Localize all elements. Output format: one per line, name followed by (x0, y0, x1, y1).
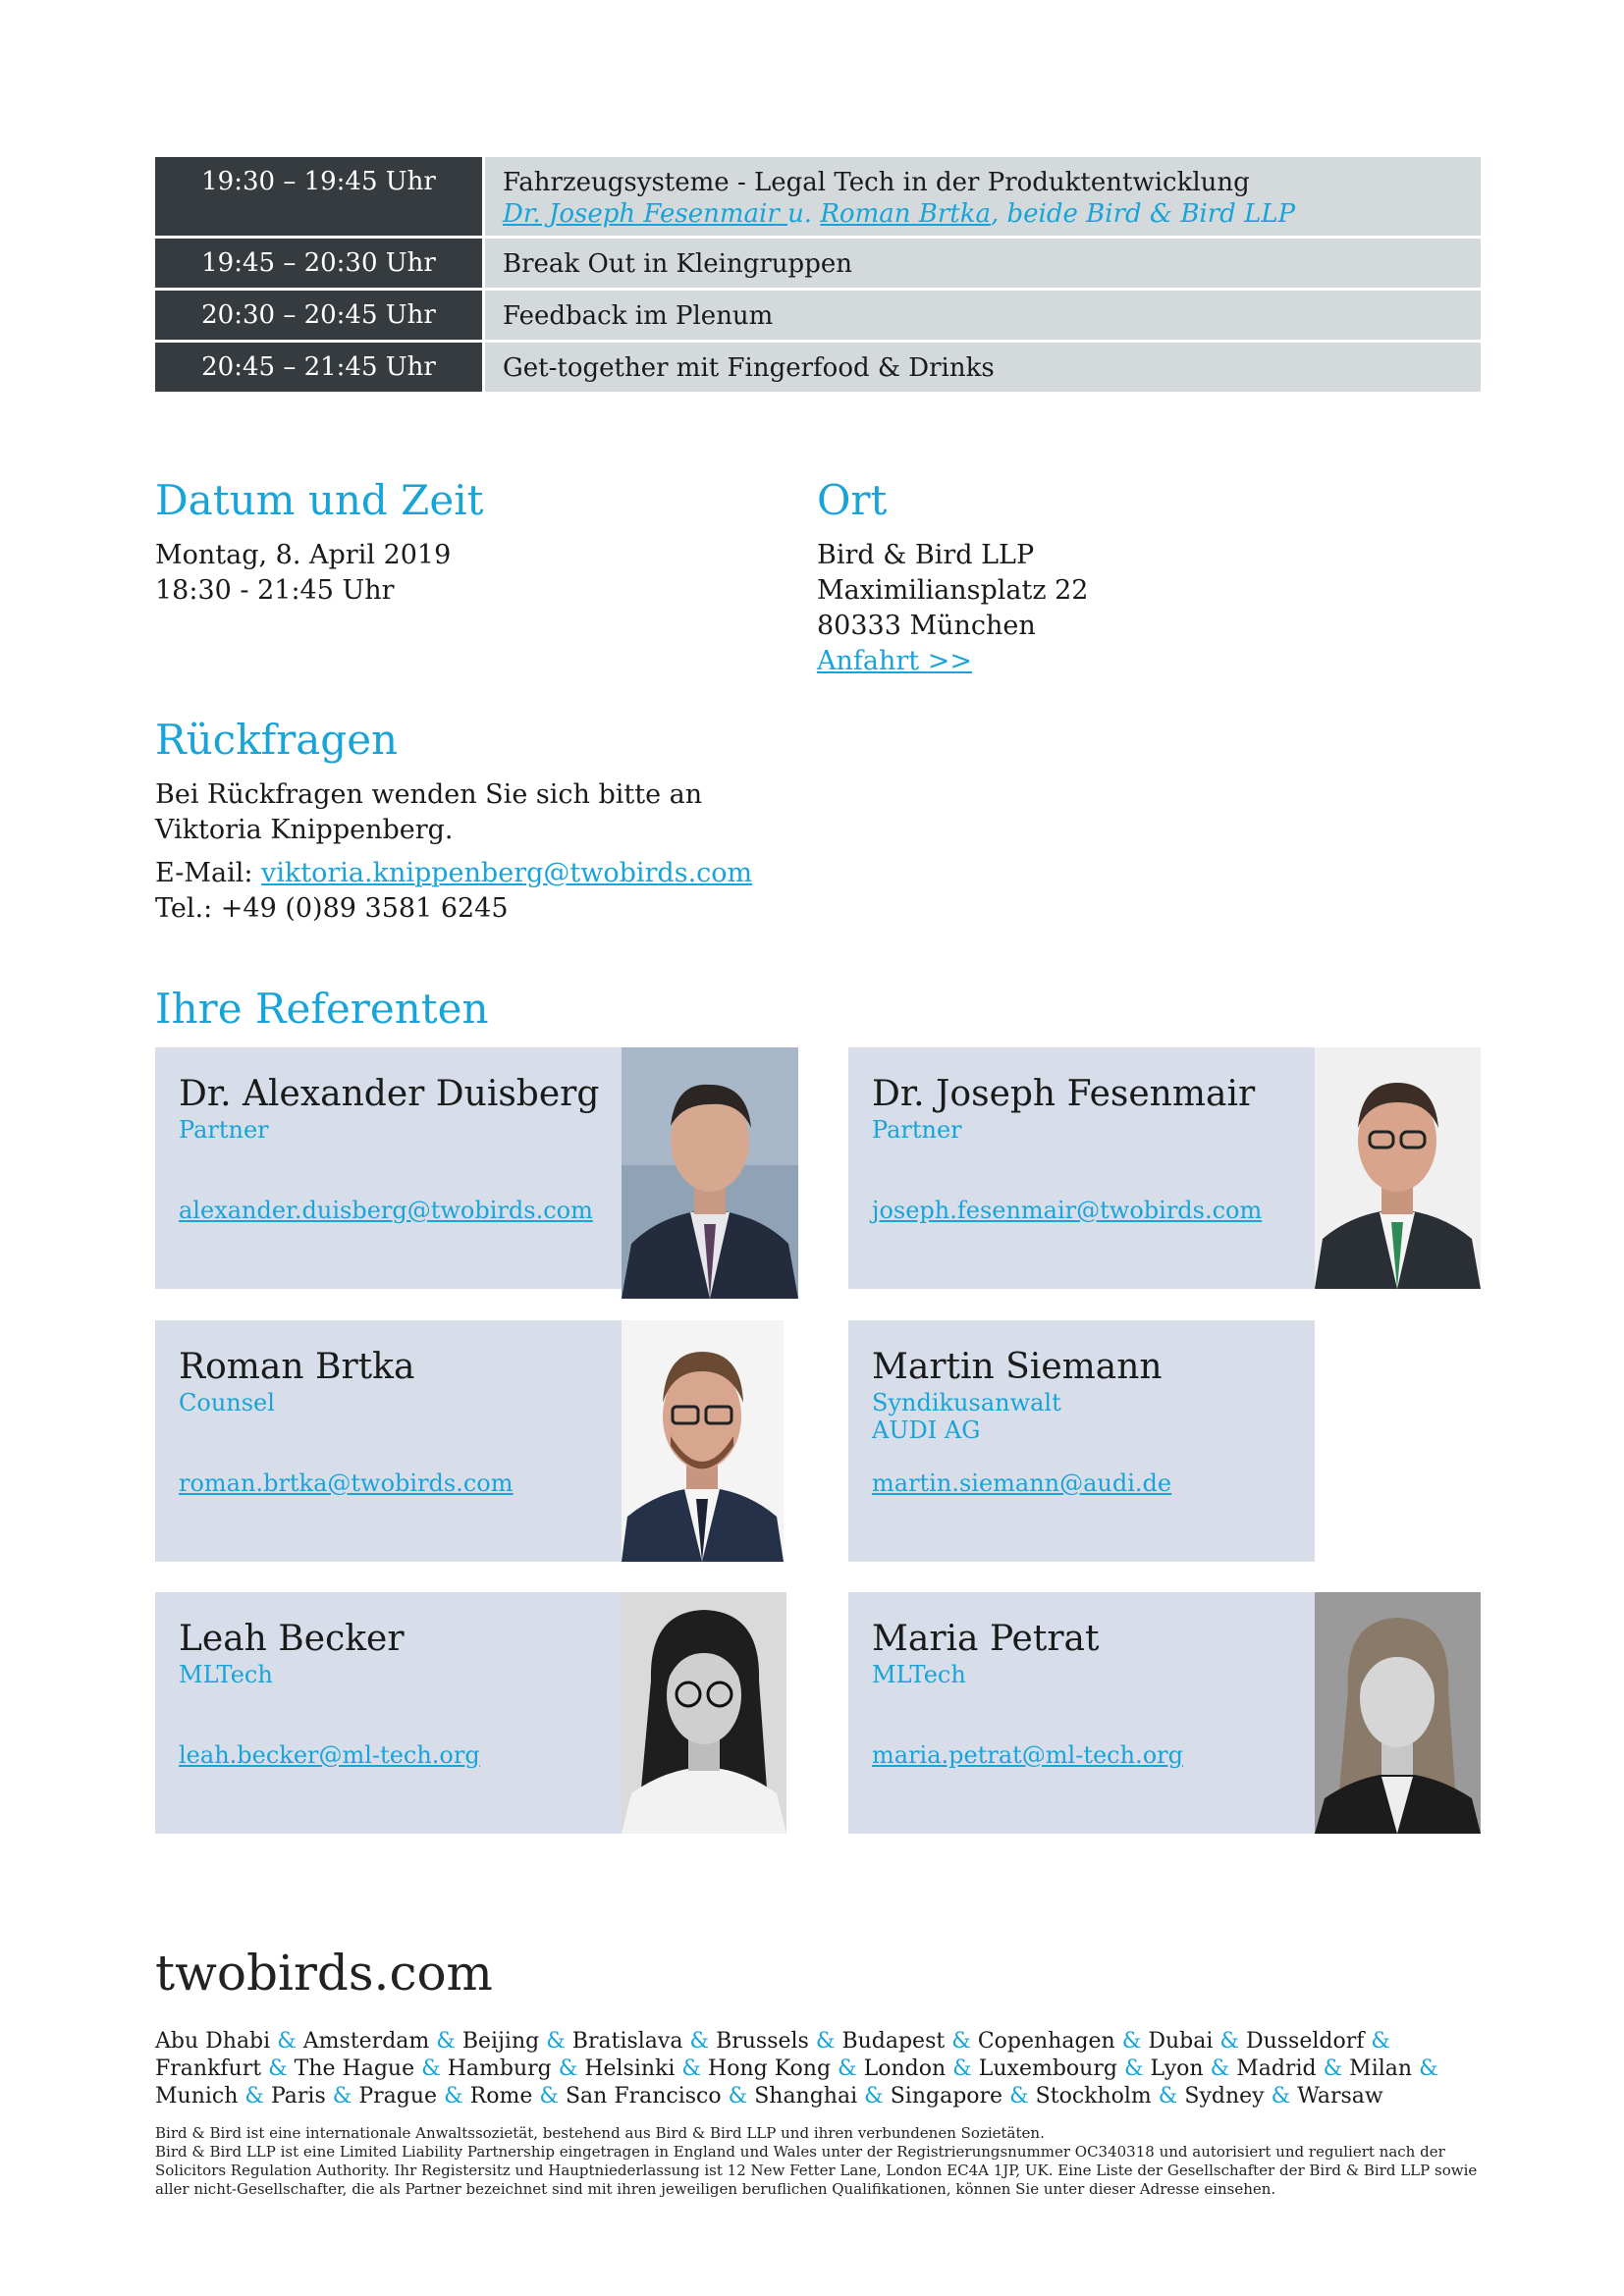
office-city: Shanghai (754, 2084, 858, 2109)
speaker-card (848, 1320, 1315, 1562)
office-city: The Hague (294, 2056, 415, 2081)
agenda-suffix: , beide Bird & Bird LLP (990, 199, 1296, 229)
ampersand-separator: & (689, 2029, 710, 2054)
ampersand-separator: & (1219, 2029, 1239, 2054)
office-city: Prague (358, 2084, 438, 2109)
event-time: 18:30 - 21:45 Uhr (155, 575, 395, 606)
ampersand-separator: & (951, 2029, 971, 2054)
ampersand-separator: & (1123, 2056, 1144, 2081)
ampersand-separator: & (1419, 2056, 1438, 2081)
speaker-card (155, 1320, 622, 1562)
email-label: E-Mail: (155, 858, 262, 888)
office-city: Warsaw (1297, 2084, 1383, 2109)
ampersand-separator: & (444, 2084, 463, 2109)
ampersand-separator: & (244, 2084, 264, 2109)
ampersand-separator: & (332, 2084, 352, 2109)
speaker-role: MLTech (179, 1661, 273, 1688)
ampersand-separator: & (1210, 2056, 1230, 2081)
office-city: Helsinki (584, 2056, 676, 2081)
speaker-role: MLTech (872, 1661, 966, 1688)
speaker-card (155, 1047, 622, 1289)
speaker-role: Counsel (179, 1389, 275, 1416)
speaker-photo (622, 1047, 798, 1299)
agenda-title: Break Out in Kleingruppen (485, 239, 1481, 288)
contact-phone: Tel.: +49 (0)89 3581 6245 (155, 893, 509, 924)
office-city: Dusseldorf (1245, 2029, 1365, 2054)
speaker-link-brtka[interactable]: Roman Brtka (820, 199, 991, 229)
speaker-company: AUDI AG (872, 1416, 981, 1444)
office-city: Dubai (1148, 2029, 1214, 2054)
ampersand-separator: & (558, 2056, 578, 2081)
speaker-name: Roman Brtka (179, 1347, 415, 1387)
datum-heading: Datum und Zeit (155, 476, 484, 524)
office-city: Beijing (461, 2029, 540, 2054)
agenda-item (485, 157, 1481, 236)
agenda-speakers (503, 198, 1481, 230)
office-city: Hong Kong (708, 2056, 832, 2081)
rueckfragen-block (155, 777, 764, 927)
rueckfragen-heading: Rückfragen (155, 716, 399, 764)
office-city: Hamburg (447, 2056, 552, 2081)
office-city: Rome (469, 2084, 533, 2109)
speaker-role: Partner (179, 1116, 269, 1144)
ampersand-separator: & (421, 2056, 441, 2081)
ampersand-separator: & (1271, 2084, 1291, 2109)
agenda-time: 20:45 – 21:45 Uhr (155, 343, 482, 392)
legal-line: Bird & Bird ist eine internationale Anwaltssozietät, bestehend aus Bird & Bird LLP und ihren verbundenen Sozietäten. (155, 2124, 1045, 2142)
legal-line: Bird & Bird LLP ist eine Limited Liability Partnership eingetragen in England und Wales unter der Registrierungsnummer OC340318 und autorisiert und reguliert nach der Solicitors Regulation Authority. Ihr Registersitz und Hauptniederlassung ist 12 New Fetter Lane, London EC4A 1JP, UK. Eine Liste der Gesellschafter der Bird & Bird LLP sowie aller nicht-Gesellschafter, die als Partner bezeichnet sind mit ihren jeweiligen beruflichen Qualifikationen, können Sie unter dieser Adresse einsehen. (155, 2143, 1478, 2198)
speaker-photo (622, 1592, 786, 1834)
speaker-email-link[interactable]: martin.siemann@audi.de (872, 1469, 1172, 1497)
office-city: Madrid (1236, 2056, 1317, 2081)
brand-wordmark: twobirds.com (155, 1945, 493, 2002)
ampersand-separator: & (815, 2029, 836, 2054)
venue-street: Maximiliansplatz 22 (817, 575, 1089, 606)
ampersand-separator: & (268, 2056, 288, 2081)
office-city: Lyon (1150, 2056, 1204, 2081)
office-city: Copenhagen (977, 2029, 1115, 2054)
office-city: Singapore (890, 2084, 1003, 2109)
speaker-name: Dr. Alexander Duisberg (179, 1074, 600, 1114)
legal-notice (155, 2124, 1490, 2199)
office-city: Frankfurt (155, 2056, 262, 2081)
office-city: Luxembourg (978, 2056, 1117, 2081)
ampersand-separator: & (539, 2084, 559, 2109)
ampersand-separator: & (952, 2056, 972, 2081)
ampersand-separator: & (1371, 2029, 1390, 2054)
ampersand-separator: & (1158, 2084, 1178, 2109)
ampersand-separator: & (1009, 2084, 1029, 2109)
speaker-photo (1315, 1047, 1481, 1289)
agenda-time: 19:45 – 20:30 Uhr (155, 239, 482, 288)
agenda-title: Get-together mit Fingerfood & Drinks (485, 343, 1481, 392)
speaker-email-link[interactable]: alexander.duisberg@twobirds.com (179, 1197, 593, 1224)
speaker-card (848, 1047, 1315, 1289)
venue-name: Bird & Bird LLP (817, 540, 1035, 570)
event-date: Montag, 8. April 2019 (155, 540, 452, 570)
agenda-time: 20:30 – 20:45 Uhr (155, 291, 482, 340)
ampersand-separator: & (1323, 2056, 1343, 2081)
speaker-photo (622, 1320, 784, 1562)
ampersand-separator: & (546, 2029, 566, 2054)
agenda-row (155, 291, 1481, 340)
speaker-name: Martin Siemann (872, 1347, 1163, 1387)
office-city: Amsterdam (302, 2029, 430, 2054)
referenten-heading: Ihre Referenten (155, 985, 489, 1033)
ampersand-separator: & (681, 2056, 702, 2081)
speaker-name: Leah Becker (179, 1619, 405, 1659)
speaker-role: Partner (872, 1116, 962, 1144)
datum-block (155, 538, 451, 609)
rueckfragen-text: Bei Rückfragen wenden Sie sich bitte an Viktoria Knippenberg. (155, 779, 703, 845)
speaker-name: Maria Petrat (872, 1619, 1100, 1659)
speaker-email-link[interactable]: leah.becker@ml-tech.org (179, 1741, 480, 1769)
speaker-link-fesenmair[interactable]: Dr. Joseph Fesenmair (503, 199, 788, 229)
ampersand-separator: & (728, 2084, 748, 2109)
agenda-title: Feedback im Plenum (485, 291, 1481, 340)
ort-block (817, 538, 1089, 679)
ampersand-separator: & (436, 2029, 456, 2054)
office-city: Milan (1349, 2056, 1413, 2081)
directions-link[interactable]: Anfahrt >> (817, 646, 972, 676)
office-city: Brussels (716, 2029, 809, 2054)
ampersand-separator: & (1121, 2029, 1142, 2054)
office-cities-list (155, 2028, 1490, 2110)
office-city: Bratislava (571, 2029, 683, 2054)
speaker-name: Dr. Joseph Fesenmair (872, 1074, 1256, 1114)
office-city: San Francisco (565, 2084, 722, 2109)
speaker-card (155, 1592, 622, 1834)
office-city: London (863, 2056, 947, 2081)
ampersand-separator: & (277, 2029, 297, 2054)
agenda-time: 19:30 – 19:45 Uhr (155, 157, 482, 236)
ort-heading: Ort (817, 476, 888, 524)
agenda-row (155, 239, 1481, 288)
office-city: Budapest (841, 2029, 946, 2054)
office-city: Stockholm (1035, 2084, 1152, 2109)
agenda-table (155, 157, 1481, 395)
speaker-email-link[interactable]: roman.brtka@twobirds.com (179, 1469, 514, 1497)
speaker-role: Syndikusanwalt (872, 1389, 1061, 1416)
speaker-card (848, 1592, 1315, 1834)
office-city: Abu Dhabi (155, 2029, 271, 2054)
office-city: Sydney (1184, 2084, 1265, 2109)
speaker-photo (1315, 1592, 1481, 1834)
agenda-row (155, 343, 1481, 392)
agenda-row (155, 157, 1481, 236)
agenda-title: Fahrzeugsysteme - Legal Tech in der Produktentwicklung (503, 168, 1250, 197)
speaker-email-link[interactable]: maria.petrat@ml-tech.org (872, 1741, 1183, 1769)
speaker-email-link[interactable]: joseph.fesenmair@twobirds.com (872, 1197, 1263, 1224)
contact-email-link[interactable]: viktoria.knippenberg@twobirds.com (261, 858, 753, 888)
office-city: Paris (270, 2084, 326, 2109)
ampersand-separator: & (838, 2056, 857, 2081)
office-city: Munich (155, 2084, 239, 2109)
ampersand-separator: & (864, 2084, 884, 2109)
venue-city: 80333 München (817, 611, 1036, 641)
agenda-joiner: u. (787, 199, 821, 229)
